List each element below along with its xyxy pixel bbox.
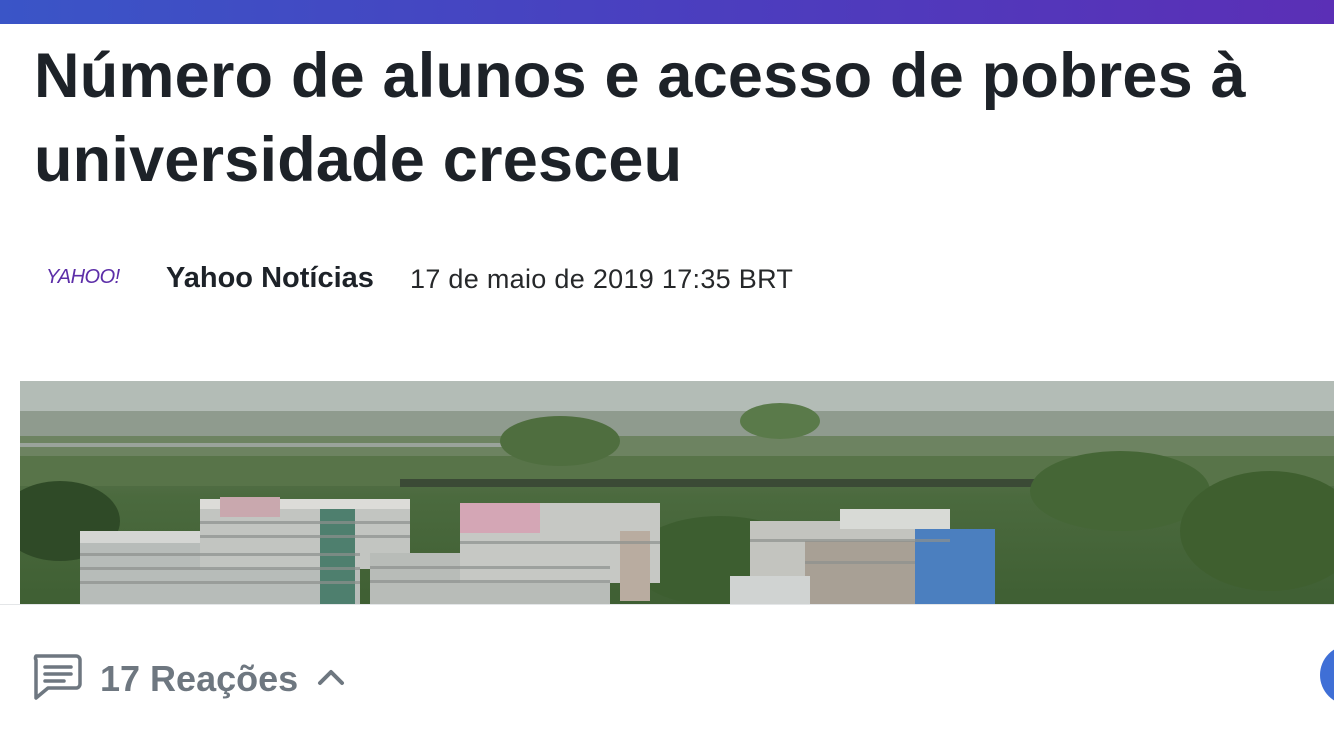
article-hero-image[interactable] — [20, 381, 1334, 604]
reactions-button[interactable] — [30, 654, 346, 704]
article-headline: Número de alunos e acesso de pobres à universidade cresceu — [34, 41, 1246, 195]
top-gradient-bar — [0, 0, 1334, 24]
yahoo-logo: YAHOO! — [46, 266, 120, 288]
source-name[interactable]: Yahoo Notícias — [166, 262, 374, 294]
chevron-up-icon[interactable] — [316, 667, 346, 692]
reactions-count-label: 17 Reações — [100, 658, 299, 699]
campus-aerial-photo — [20, 381, 1334, 604]
publish-date: 17 de maio de 2019 17:35 BRT — [410, 264, 794, 294]
comment-bubble-icon — [30, 652, 82, 707]
